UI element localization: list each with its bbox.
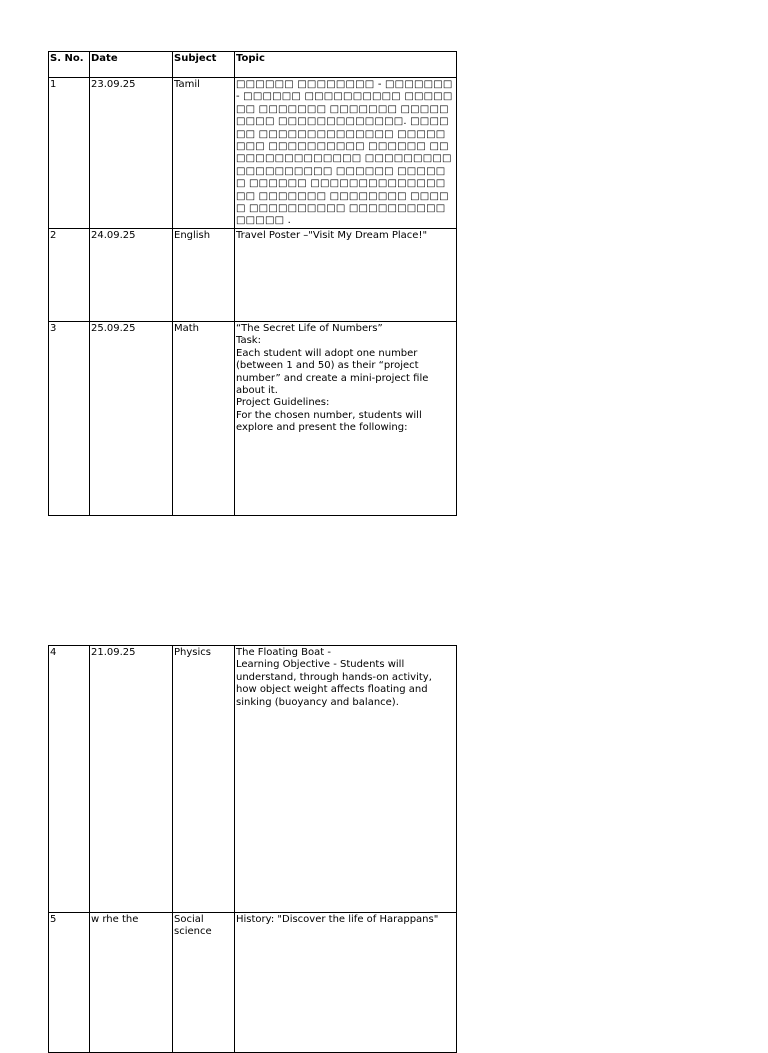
cell-topic: □□□□□□ □□□□□□□□ - □□□□□□□ - □□□□□□ □□□□□□□□□□ □□□□□□□ □□□□□□□ □□□□□□□ □□□□□□□□□ □□□□□□□□□□□□□. □□□□□□ □□□□□□□□□□□□□□ □□□□□□□□ □□□□□□□□□□ □□□□□□ □□□□□□□□□□□□□□□ □□□□□□□□□□□□□□□□□□□ □□□□□□ □□□□□□ □□□□□□ □□□□□□□□□□□□□□□□ □□□□□□□ □□□□□□□□ □□□□□ □□□□□□□□□□ □□□□□□□□□□□□□□□ .: [235, 78, 457, 229]
header-subject: Subject: [173, 52, 235, 78]
cell-topic: “The Secret Life of Numbers” Task: Each student will adopt one number (between 1 and 50) as their “project number” and create a mini-project file about it. Project Guidelines: For the chosen number, students will explore and present the following:: [235, 321, 457, 515]
cell-subject: Math: [173, 321, 235, 515]
cell-date: 25.09.25: [90, 321, 173, 515]
table-row: [49, 228, 457, 321]
cell-sno: 4: [49, 646, 90, 913]
schedule-table: [48, 51, 457, 516]
table-row: [49, 321, 457, 515]
cell-topic: Travel Poster –"Visit My Dream Place!": [235, 228, 457, 321]
cell-date: w rhe the: [90, 913, 173, 1053]
cell-date: 24.09.25: [90, 228, 173, 321]
cell-subject: Physics: [173, 646, 235, 913]
cell-date: 21.09.25: [90, 646, 173, 913]
header-topic: Topic: [235, 52, 457, 78]
table-row: [49, 78, 457, 229]
cell-topic: The Floating Boat - Learning Objective - Students will understand, through hands-on activity, how object weight affects floating and sinking (buoyancy and balance).: [235, 646, 457, 913]
cell-subject: Tamil: [173, 78, 235, 229]
cell-sno: 3: [49, 321, 90, 515]
cell-date: 23.09.25: [90, 78, 173, 229]
header-date: Date: [90, 52, 173, 78]
cell-subject: Social science: [173, 913, 235, 1053]
schedule-table-continued: [48, 645, 457, 1053]
header-row: [49, 52, 457, 78]
header-sno: S. No.: [49, 52, 90, 78]
table-row: [49, 646, 457, 913]
cell-sno: 2: [49, 228, 90, 321]
cell-sno: 5: [49, 913, 90, 1053]
cell-sno: 1: [49, 78, 90, 229]
table-row: [49, 913, 457, 1053]
cell-subject: English: [173, 228, 235, 321]
cell-topic: History: "Discover the life of Harappans": [235, 913, 457, 1053]
